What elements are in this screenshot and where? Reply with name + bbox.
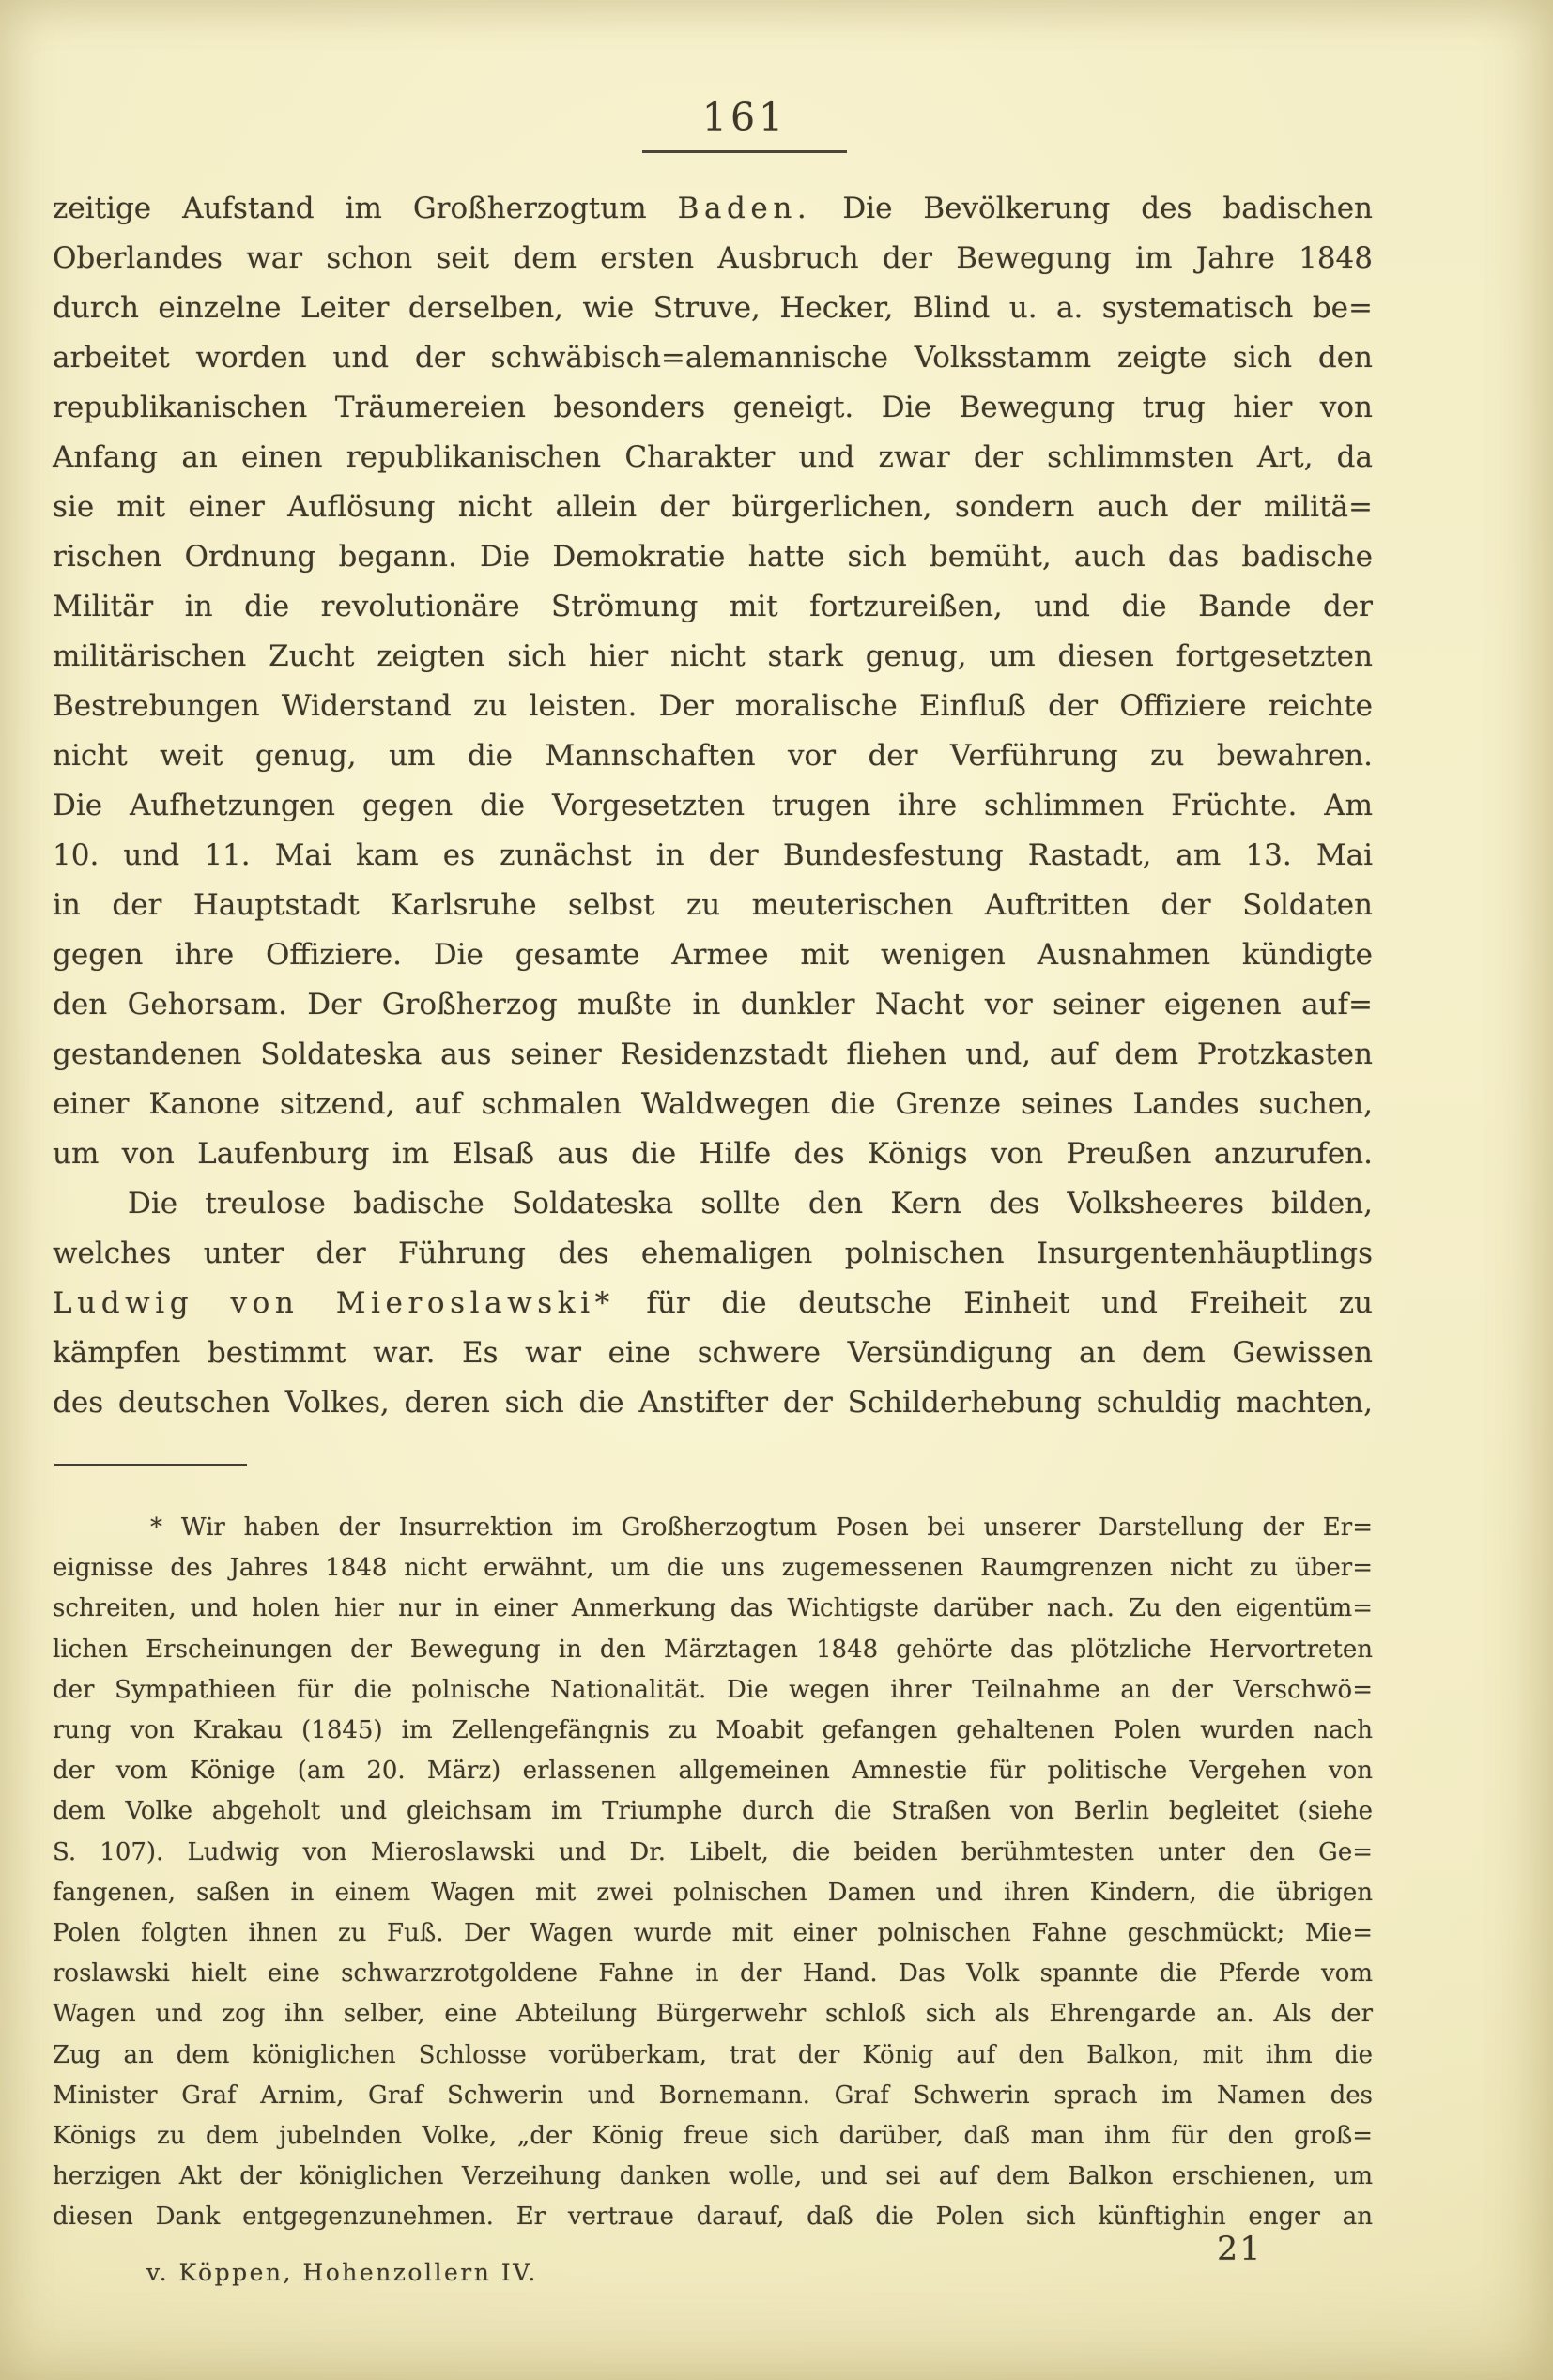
text-line: Die treulose badische Soldateska sollte den Kern des Volksheeres bilden, xyxy=(128,1187,1373,1221)
text-line: durch einzelne Leiter derselben, wie Struve, Hecker, Blind u. a. systematisch be= xyxy=(53,291,1373,325)
text-line: Polen folgten ihnen zu Fuß. Der Wagen wurde mit einer polnischen Fahne geschmückt; Mie= xyxy=(53,1919,1373,1948)
text-line: Wagen und zog ihn selber, eine Abteilung Bürgerwehr schloß sich als Ehrengarde an. Als der xyxy=(53,2000,1373,2029)
page-number-rule xyxy=(642,150,847,153)
text-line: 10. und 11. Mai kam es zunächst in der Bundesfestung Rastadt, am 13. Mai xyxy=(53,838,1373,872)
text-line: S. 107). Ludwig von Mieroslawski und Dr. Libelt, die beiden berühmtesten unter den Ge= xyxy=(53,1837,1373,1866)
text-line: Militär in die revolutionäre Strömung mit fortzureißen, und die Bande der xyxy=(53,590,1373,623)
text-line: Bestrebungen Widerstand zu leisten. Der moralische Einfluß der Offiziere reichte xyxy=(53,689,1373,723)
text-run: zeitige Aufstand im Großherzogtum xyxy=(53,192,678,225)
text-line: dem Volke abgeholt und gleichsam im Triumphe durch die Straßen von Berlin begleitet (siehe xyxy=(53,1797,1373,1826)
page-header xyxy=(627,96,862,153)
text-line: einer Kanone sitzend, auf schmalen Waldwegen die Grenze seines Landes suchen, xyxy=(53,1087,1373,1121)
text-line: schreiten, und holen hier nur in einer Anmerkung das Wichtigste darüber nach. Zu den eigentüm= xyxy=(53,1594,1373,1623)
text-line: herzigen Akt der königlichen Verzeihung danken wolle, und sei auf dem Balkon erschienen, um xyxy=(53,2162,1373,2191)
text-line: arbeitet worden und der schwäbisch=alemannische Volksstamm zeigte sich den xyxy=(53,341,1373,375)
text-line: gegen ihre Offiziere. Die gesamte Armee mit wenigen Ausnahmen kündigte xyxy=(53,938,1373,972)
text-line: Anfang an einen republikanischen Charakter und zwar der schlimmsten Art, da xyxy=(53,440,1373,474)
text-line: diesen Dank entgegenzunehmen. Er vertraue darauf, daß die Polen sich künftighin enger an xyxy=(53,2203,1373,2232)
text-line: welches unter der Führung des ehemaligen polnischen Insurgentenhäuptlings xyxy=(53,1236,1373,1270)
main-text xyxy=(53,184,1373,1428)
footnote-text xyxy=(53,1508,1373,2238)
text-line: des deutschen Volkes, deren sich die Anstifter der Schilderhebung schuldig machten, xyxy=(53,1386,1373,1420)
text-line: Oberlandes war schon seit dem ersten Ausbruch der Bewegung im Jahre 1848 xyxy=(53,241,1373,275)
text-line: Königs zu dem jubelnden Volke, „der König freue sich darüber, daß man ihm für den groß= xyxy=(53,2122,1373,2151)
text-line: Zug an dem königlichen Schlosse vorüberkam, trat der König auf den Balkon, mit ihm die xyxy=(53,2040,1373,2069)
text-line: rischen Ordnung begann. Die Demokratie hatte sich bemüht, auch das badische xyxy=(53,540,1373,574)
text-line: roslawski hielt eine schwarzrotgoldene Fahne in der Hand. Das Volk spannte die Pferde vom xyxy=(53,1959,1373,1988)
text-line xyxy=(53,1279,1373,1328)
letterspaced-name: Ludwig von Mieroslawski* xyxy=(53,1286,615,1320)
text-line: den Gehorsam. Der Großherzog mußte in dunkler Nacht vor seiner eigenen auf= xyxy=(53,988,1373,1021)
text-line: republikanischen Träumereien besonders geneigt. Die Bewegung trug hier von xyxy=(53,391,1373,424)
text-line: militärischen Zucht zeigten sich hier nicht stark genug, um diesen fortgesetzten xyxy=(53,639,1373,673)
footnote-separator-rule xyxy=(54,1464,247,1466)
text-line: in der Hauptstadt Karlsruhe selbst zu meuterischen Auftritten der Soldaten xyxy=(53,888,1373,922)
text-line xyxy=(53,184,1373,234)
text-line: nicht weit genug, um die Mannschaften vor der Verführung zu bewahren. xyxy=(53,739,1373,773)
page-number: 161 xyxy=(701,95,788,140)
paragraph-new xyxy=(53,1179,1373,1428)
text-line: um von Laufenburg im Elsaß aus die Hilfe des Königs von Preußen anzurufen. xyxy=(53,1137,1373,1171)
text-line: sie mit einer Auflösung nicht allein der bürgerlichen, sondern auch der militä= xyxy=(53,490,1373,524)
text-line: * Wir haben der Insurrektion im Großherzogtum Posen bei unserer Darstellung der Er= xyxy=(150,1513,1373,1542)
text-line: rung von Krakau (1845) im Zellengefängnis zu Moabit gefangen gehaltenen Polen wurden nach xyxy=(53,1716,1373,1745)
text-line: lichen Erscheinungen der Bewegung in den Märztagen 1848 gehörte das plötzliche Hervortreten xyxy=(53,1635,1373,1664)
text-line: Minister Graf Arnim, Graf Schwerin und Bornemann. Graf Schwerin sprach im Namen des xyxy=(53,2081,1373,2110)
signature-catchword: v. Köppen, Hohenzollern IV. xyxy=(146,2259,538,2286)
text-line: kämpfen bestimmt war. Es war eine schwere Versündigung an dem Gewissen xyxy=(53,1336,1373,1370)
paragraph-continued xyxy=(53,184,1373,1179)
text-line: gestandenen Soldateska aus seiner Residenzstadt fliehen und, auf dem Protzkasten xyxy=(53,1037,1373,1071)
letterspaced-name: Baden. xyxy=(677,192,812,225)
text-line: der Sympathieen für die polnische Nationalität. Die wegen ihrer Teilnahme an der Verschwö= xyxy=(53,1675,1373,1704)
text-run: für die deutsche Einheit und Freiheit zu xyxy=(614,1286,1373,1320)
text-line: fangenen, saßen in einem Wagen mit zwei polnischen Damen und ihren Kindern, die übrigen xyxy=(53,1878,1373,1907)
text-line: Die Aufhetzungen gegen die Vorgesetzten trugen ihre schlimmen Früchte. Am xyxy=(53,789,1373,822)
text-line: der vom Könige (am 20. März) erlassenen allgemeinen Amnestie für politische Vergehen von xyxy=(53,1757,1373,1786)
text-line: eignisse des Jahres 1848 nicht erwähnt, um die uns zugemessenen Raumgrenzen nicht zu über= xyxy=(53,1554,1373,1583)
sheet-signature-number: 21 xyxy=(1217,2231,1263,2268)
text-run: Die Bevölkerung des badischen xyxy=(811,192,1374,225)
